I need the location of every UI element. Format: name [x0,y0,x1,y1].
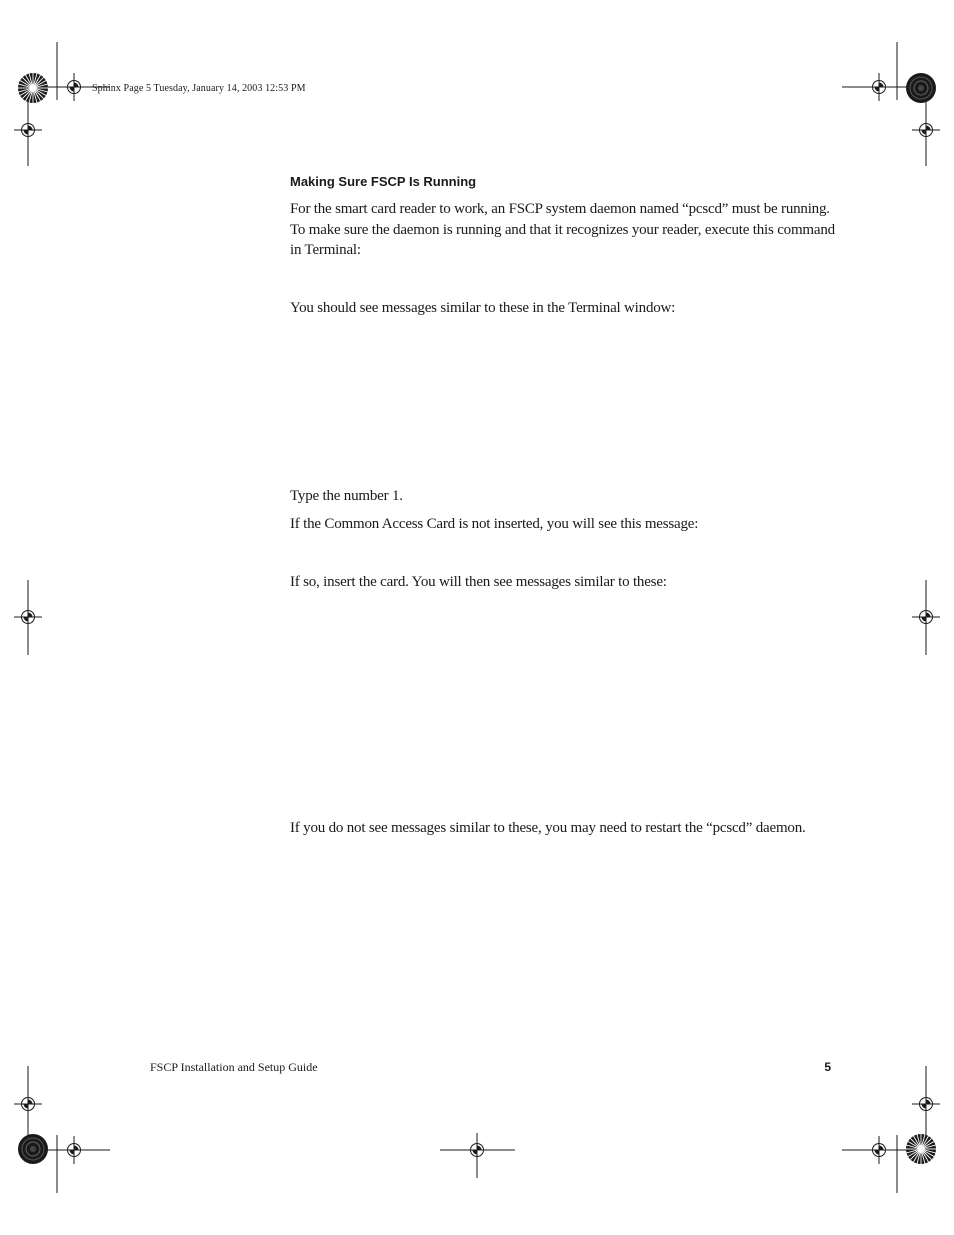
paragraph-intro: For the smart card reader to work, an FSCP system daemon named “pcscd” must be running. To make sure the daemon is running and that it recognizes your reader, execute this command in Terminal: [290,201,835,258]
paragraph-type-number: Type the number 1. [290,488,403,504]
section-heading: Making Sure FSCP Is Running [290,174,477,189]
paragraph-expected-messages: You should see messages similar to these in the Terminal window: [290,300,676,316]
paragraph-restart-daemon: If you do not see messages similar to these, you may need to restart the “pcscd” daemon. [290,820,806,836]
paragraph-card-not-inserted: If the Common Access Card is not inserted, you will see this message: [290,516,699,532]
page-number: 5 [824,1060,831,1074]
footer-title: FSCP Installation and Setup Guide [150,1060,318,1074]
paragraph-insert-card: If so, insert the card. You will then see messages similar to these: [290,574,667,590]
print-slug-line: Sphinx Page 5 Tuesday, January 14, 2003 12:53 PM [92,83,306,94]
